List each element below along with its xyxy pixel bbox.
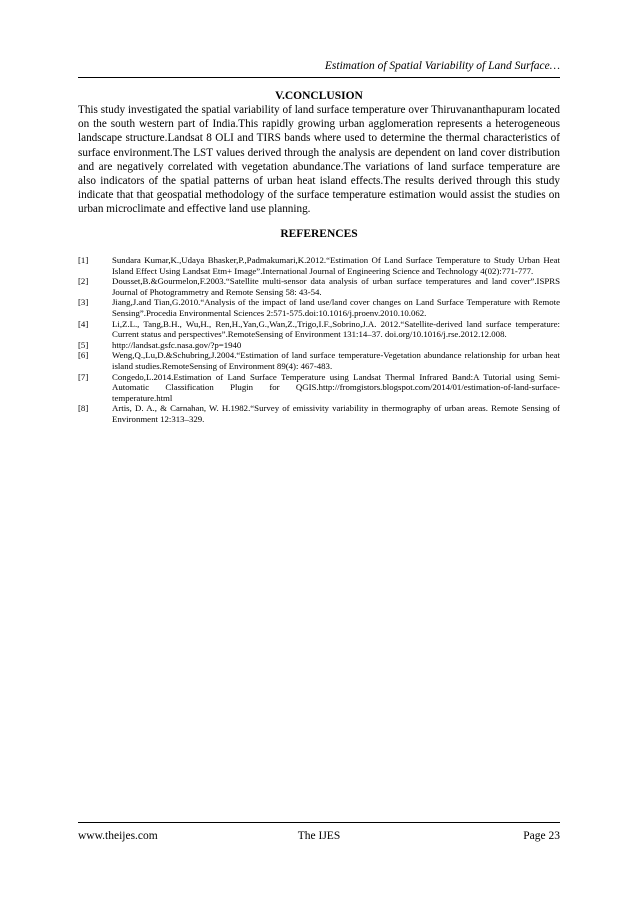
reference-number: [6] — [78, 350, 89, 361]
header-rule — [78, 77, 560, 78]
reference-item — [78, 403, 560, 424]
footer-rule — [78, 822, 560, 823]
reference-number: [8] — [78, 403, 89, 414]
reference-number: [2] — [78, 276, 89, 287]
references-title: REFERENCES — [280, 228, 358, 240]
running-header: Estimation of Spatial Variability of Land Surface… — [324, 60, 560, 72]
reference-list — [78, 255, 560, 425]
reference-item — [78, 276, 560, 297]
footer-journal: The IJES — [297, 830, 341, 842]
reference-number: [3] — [78, 297, 89, 308]
reference-number: [5] — [78, 339, 89, 350]
reference-item — [78, 319, 560, 340]
conclusion-paragraph: This study investigated the spatial variability of land surface temperature over Thiruvananthapuram located on the south western part of India.This rapidly growing urban agglomeration represents a heterogeneous landscape structure.Landsat 8 OLI and TIRS bands where used to determine the thermal characteristics of surface environment.The LST values derived through the analysis are dependent on land cover distribution and are negatively correlated with vegetation abundance.The variations of land surface temperature are also indicators of the spatial patterns of urban heat island effects.The results derived through this study indicate that that geospatial methodology of the surface temperature estimation would assist the studies on urban microclimate and effective land use planning. — [78, 104, 560, 216]
footer-page-number: Page 23 — [523, 830, 560, 842]
footer-website[interactable]: www.theijes.com — [78, 830, 158, 842]
reference-text: Artis, D. A., & Carnahan, W. H.1982.“Survey of emissivity variability in thermography of urban areas. Remote Sensing of Environment 12:313–329. — [112, 403, 560, 424]
reference-text: Sundara Kumar,K.,Udaya Bhasker,P.,Padmakumari,K.2012.“Estimation Of Land Surface Temperature to Study Urban Heat Island Effect Using Landsat Etm+ Image”.International Journal of Engineering Science and Technology 4(02):771-777. — [112, 255, 560, 276]
conclusion-title: V.CONCLUSION — [275, 90, 363, 102]
reference-text: Dousset,B.&Gourmelon,F.2003.“Satellite multi-sensor data analysis of urban surface temperatures and land cover”.ISPRS Journal of Photogrammetry and Remote Sensing 58: 43-54. — [112, 276, 560, 297]
reference-text: Jiang,J.and Tian,G.2010.“Analysis of the impact of land use/land cover changes on Land Surface Temperature with Remote Sensing”.Procedia Environmental Sciences 2:571-575.doi:10.1016/j.proenv.2010.10.062. — [112, 297, 560, 318]
reference-item — [78, 372, 560, 404]
reference-number: [1] — [78, 255, 89, 265]
reference-item — [78, 350, 560, 371]
reference-item — [78, 255, 560, 276]
reference-link[interactable]: http://landsat.gsfc.nasa.gov/?p=1940 — [112, 339, 242, 350]
reference-text: Weng,Q.,Lu,D.&Schubring,J.2004.“Estimation of land surface temperature-Vegetation abundance relationship for urban heat island studies.RemoteSensing of Environment 89(4): 467-483. — [112, 350, 560, 371]
reference-number: [7] — [78, 371, 89, 382]
reference-number: [4] — [78, 318, 89, 329]
reference-item — [78, 297, 560, 318]
reference-item — [78, 340, 560, 351]
reference-text: Congedo,L.2014.Estimation of Land Surface Temperature using Landsat Thermal Infrared Band:A Tutorial using Semi-Automatic Classification Plugin for QGIS.http://fromgistors.blogspot.com/2014/01/estimation-of-land-surface-temperature.html — [112, 371, 560, 403]
reference-text: Li,Z.L., Tang,B.H., Wu,H., Ren,H.,Yan,G.,Wan,Z.,Trigo,I.F.,Sobrino,J.A. 2012.“Satellite-derived land surface temperature: Current status and perspectives”.RemoteSensing of Environment 131:14–37. doi.org/10.1016/j.rse.2012.12.008. — [112, 318, 560, 340]
